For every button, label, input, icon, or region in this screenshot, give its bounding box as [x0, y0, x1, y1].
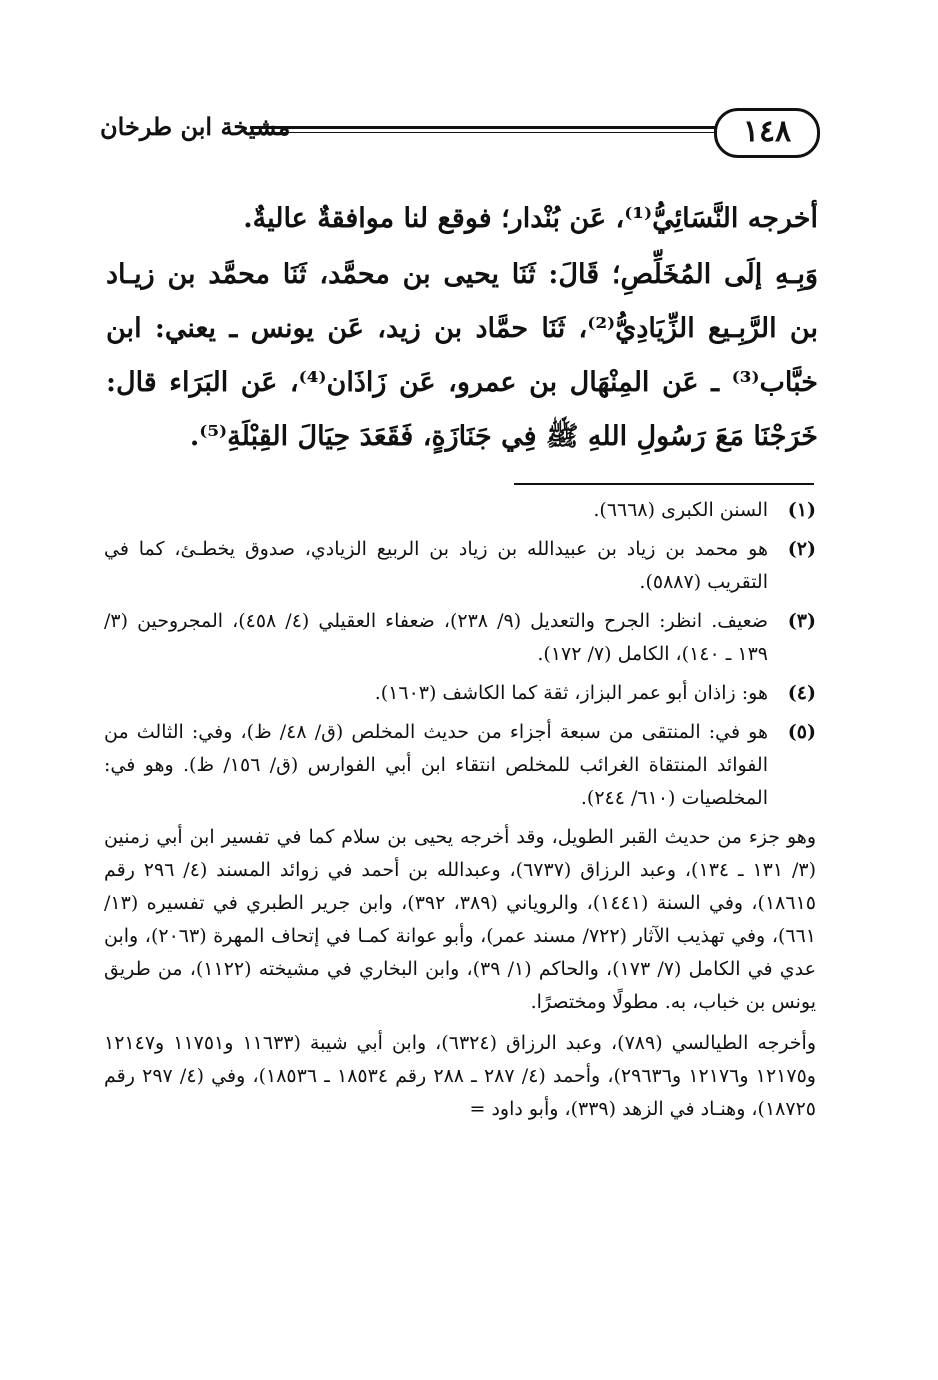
- footnote-number: (٥): [787, 721, 816, 743]
- page-number: ١٤٨: [714, 108, 820, 158]
- footnote-number: (٢): [787, 538, 816, 560]
- page-header: [100, 108, 820, 156]
- footnote: [104, 716, 816, 815]
- main-paragraph: أخرجه النَّسَائِيُّ⁽¹⁾، عَن بُنْدار؛ فوقع لنا موافقةٌ عاليةٌ.: [243, 203, 818, 234]
- footnotes: [104, 494, 816, 1134]
- footnote-paragraph: وأخرجه الطيالسي (٧٨٩)، وعبد الرزاق (٦٣٢٤)، وابن أبي شيبة (١١٦٣٣ و١١٧٥١ و١٢١٤٧ و١٢١٧٥ و١٢١٧٦ و٢٩٦٣٦)، وأحمد (٤/ ٢٨٧ ـ ٢٨٨ رقم ١٨٥٣٤ ـ ١٨٥٣٦)، وفي (٤/ ٢٩٧ رقم ١٨٧٢٥)، وهنـاد في الزهد (٣٣٩)، وأبو داود =: [104, 1032, 817, 1120]
- footnote: [104, 605, 816, 671]
- footnote-text: هو محمد بن زياد بن عبيدالله بن زياد بن الربيع الزيادي، صدوق يخطـئ، كما في التقريب (٥٨٨٧).: [104, 538, 768, 593]
- footnote-continuation: [104, 821, 816, 1126]
- footnote-text: السنن الكبرى (٦٦٦٨).: [593, 499, 768, 521]
- footnote: [104, 494, 816, 527]
- footnote: [104, 533, 816, 599]
- main-paragraph: وَبِـهِ إلَى المُخَلِّصِ؛ قَالَ: ثَنَا يحيى بن محمَّد، ثَنَا محمَّد بن زيـاد بن الرَّبِـيع الزِّيَادِيُّ⁽²⁾، ثَنَا حمَّاد بن زيد، عَن يونس ـ يعني: ابن خبَّاب⁽³⁾ ـ عَن المِنْهَال بن عمرو، عَن زَاذَان⁽⁴⁾، عَن البَرَاء قال: خَرَجْنَا مَعَ رَسُولِ اللهِ ﷺ فِي جَنَازَةٍ، فَقَعَدَ حِيَالَ القِبْلَةِ⁽⁵⁾.: [106, 259, 818, 452]
- footnote-paragraph: وهو جزء من حديث القبر الطويل، وقد أخرجه يحيى بن سلام كما في تفسير ابن أبي زمنين (٣/ ١٣١ ـ ١٣٤)، وعبد الرزاق (٦٧٣٧)، وعبدالله بن أحمد في زوائد المسند (٤/ ٢٩٦ رقم ١٨٦١٥)، وفي السنة (١٤٤١)، والروياني (٣٨٩، ٣٩٢)، وابن جرير الطبري في تفسيره (١٣/ ٦٦١)، وفي تهذيب الآثار (٧٢٢/ مسند عمر)، وأبو عوانة كمـا في إتحاف المهرة (٢٠٦٣)، وابن عدي في الكامل (٧/ ١٧٣)، والحاكم (١/ ٣٩)، وابن البخاري في مشيخته (١١٢٢)، من طريق يونس بن خباب، به. مطولًا ومختصرًا.: [104, 826, 817, 1013]
- running-title: مشيخة ابن طرخان: [100, 112, 291, 141]
- footnote-text: هو في: المنتقى من سبعة أجزاء من حديث المخلص (ق/ ٤٨/ ظ)، وفي: الثالث من الفوائد المنتقاة الغرائب للمخلص انتقاء ابن أبي الفوارس (ق/ ١٥٦/ ظ). وهو في: المخلصيات (٦١٠/ ٢٤٤).: [104, 721, 768, 809]
- footnote-number: (٤): [787, 682, 816, 704]
- footnote-separator: [514, 483, 814, 485]
- footnote-number: (٣): [787, 610, 816, 632]
- header-rule: [250, 126, 716, 133]
- main-text: [106, 192, 818, 464]
- footnote-text: ضعيف. انظر: الجرح والتعديل (٩/ ٢٣٨)، ضعفاء العقيلي (٤/ ٤٥٨)، المجروحين (٣/ ١٣٩ ـ ١٤٠)، الكامل (٧/ ١٧٢).: [104, 610, 768, 665]
- footnote-number: (١): [787, 499, 816, 521]
- footnote-text: هو: زاذان أبو عمر البزاز، ثقة كما الكاشف (١٦٠٣).: [374, 682, 768, 704]
- footnote: [104, 677, 816, 710]
